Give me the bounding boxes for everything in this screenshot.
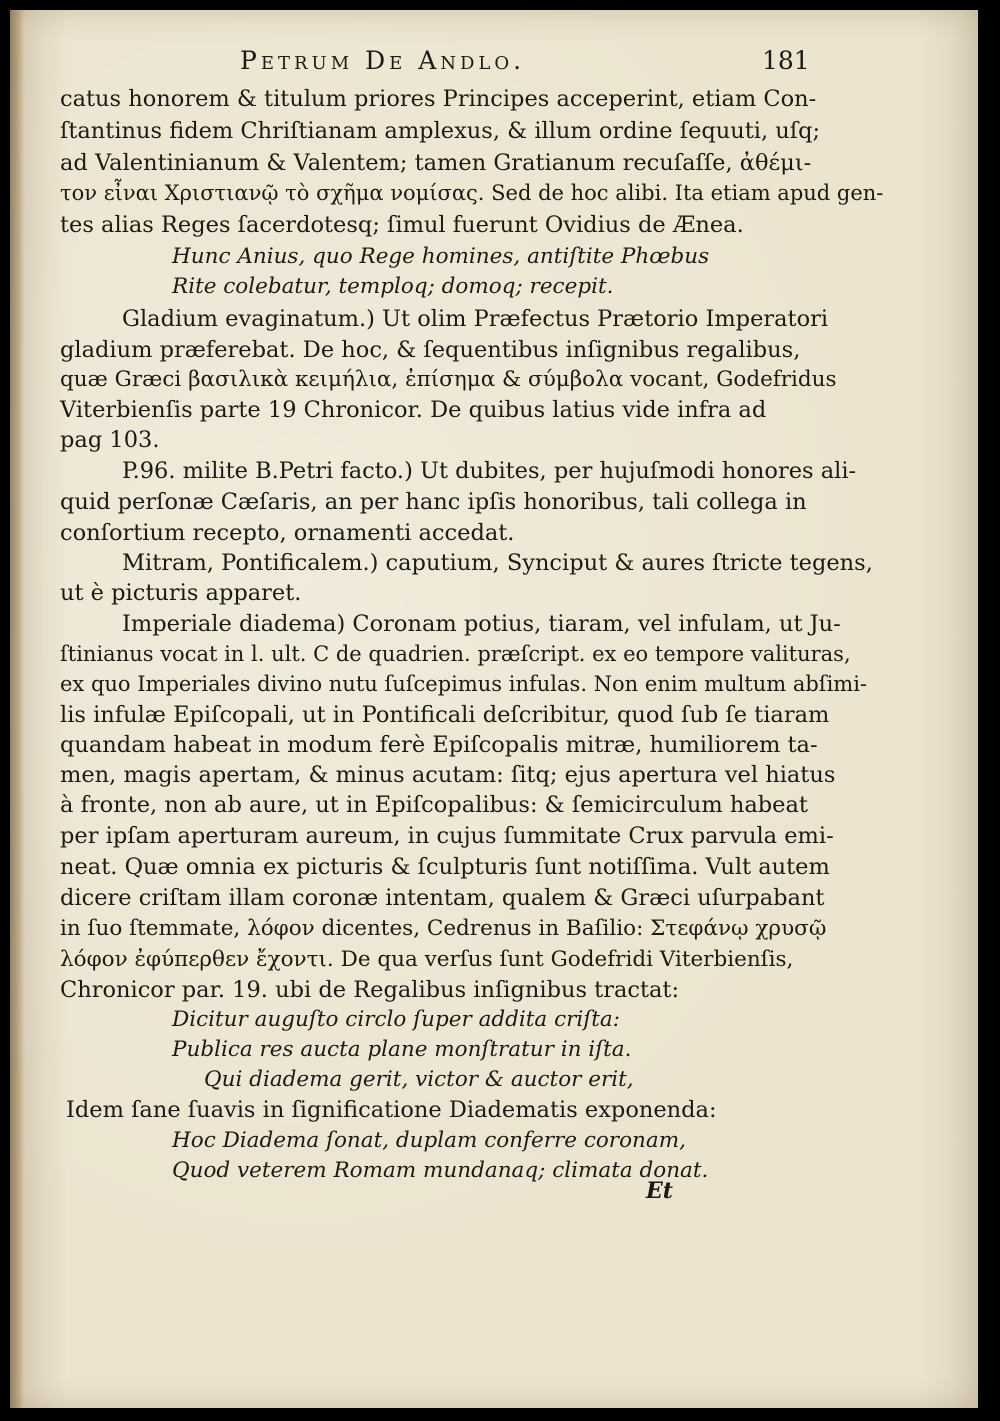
page-number: 181 xyxy=(762,46,810,75)
text-line: Mitram, Pontificalem.) caputium, Synciput & aures ſtricte tegens, xyxy=(122,550,873,576)
text-line: men, magis apertam, & minus acutam: ſitq; ejus apertura vel hiatus xyxy=(60,762,836,788)
text-line: pag 103. xyxy=(60,427,160,453)
text-line: dicere criſtam illam coronæ intentam, qualem & Græci uſurpabant xyxy=(60,885,825,911)
text-line: ad Valentinianum & Valentem; tamen Gratianum recuſaſſe, ἀθέμι- xyxy=(60,150,812,176)
text-line: per ipſam aperturam aureum, in cujus ſummitate Crux parvula emi- xyxy=(60,823,834,849)
text-line: tes alias Reges ſacerdotesq; ſimul fuerunt Ovidius de Ænea. xyxy=(60,212,744,238)
text-line: Gladium evaginatum.) Ut olim Præfectus Prætorio Imperatori xyxy=(122,306,829,332)
text-line: Idem ſane ſuavis in ſignificatione Diadematis exponenda: xyxy=(66,1097,717,1123)
verse-line: Rite colebatur, temploq; domoq; recepit. xyxy=(172,274,614,299)
text-line: neat. Quæ omnia ex picturis & ſculpturis ſunt notiſſima. Vult autem xyxy=(60,854,830,880)
book-page xyxy=(10,10,978,1408)
verse-line: Qui diadema gerit, victor & auctor erit, xyxy=(204,1067,634,1092)
text-line: lis infulæ Epiſcopali, ut in Pontificali deſcribitur, quod ſub ſe tiaram xyxy=(60,702,830,728)
verse-line: Dicitur auguſto circlo ſuper addita criſta: xyxy=(172,1007,620,1032)
verse-line: Publica res aucta plane monſtratur in iſta. xyxy=(172,1037,632,1062)
text-line: à fronte, non ab aure, ut in Epiſcopalibus: & ſemicirculum habeat xyxy=(60,792,808,818)
verse-line: Hunc Anius, quo Rege homines, antiſtite Phœbus xyxy=(172,244,710,269)
catchword: Et xyxy=(646,1178,673,1204)
text-line: Imperiale diadema) Coronam potius, tiaram, vel infulam, ut Ju- xyxy=(122,611,841,637)
running-header: Petrum De Andlo. xyxy=(240,46,526,75)
text-line: gladium præferebat. De hoc, & ſequentibus inſignibus regalibus, xyxy=(60,337,801,363)
text-line: ſtinianus vocat in l. ult. C de quadrien. præſcript. ex eo tempore valituras, xyxy=(60,642,851,666)
text-line: quæ Græci βασιλικὰ κειμήλια, ἐπίσημα & σύμβολα vocant, Godefridus xyxy=(60,367,837,392)
verse-line: Quod veterem Romam mundanaq; climata donat. xyxy=(172,1158,709,1183)
text-line: τον εἶναι Χριστιανῷ τὸ σχῆμα νομίσας. Sed de hoc alibi. Ita etiam apud gen- xyxy=(60,181,884,205)
text-line: in ſuo ſtemmate, λόφον dicentes, Cedrenus in Baſilio: Στεφάνῳ χρυσῷ xyxy=(60,916,827,941)
text-line: quandam habeat in modum ferè Epiſcopalis mitræ, humiliorem ta- xyxy=(60,732,818,758)
verse-line: Hoc Diadema ſonat, duplam conferre coronam, xyxy=(172,1128,686,1153)
text-line: Chronicor par. 19. ubi de Regalibus inſignibus tractat: xyxy=(60,977,680,1003)
text-line: ſtantinus fidem Chriſtianam amplexus, & illum ordine ſequuti, uſq; xyxy=(60,118,821,144)
text-line: λόφον ἐφύπερθεν ἔχοντι. De qua verſus ſunt Godefridi Viterbienſis, xyxy=(60,947,794,972)
text-line: P.96. milite B.Petri facto.) Ut dubites, per hujuſmodi honores ali- xyxy=(122,458,857,484)
page-binding-shadow xyxy=(10,10,24,1408)
text-line: quid perſonæ Cæſaris, an per hanc ipſis honoribus, tali collega in xyxy=(60,489,807,515)
text-line: conſortium recepto, ornamenti accedat. xyxy=(60,520,515,546)
text-line: ut è picturis apparet. xyxy=(60,580,302,606)
text-line: catus honorem & titulum priores Principes acceperint, etiam Con- xyxy=(60,86,817,112)
text-line: ex quo Imperiales divino nutu ſuſcepimus infulas. Non enim multum abſimi- xyxy=(60,672,868,696)
text-line: Viterbienſis parte 19 Chronicor. De quibus latius vide infra ad xyxy=(60,397,767,423)
